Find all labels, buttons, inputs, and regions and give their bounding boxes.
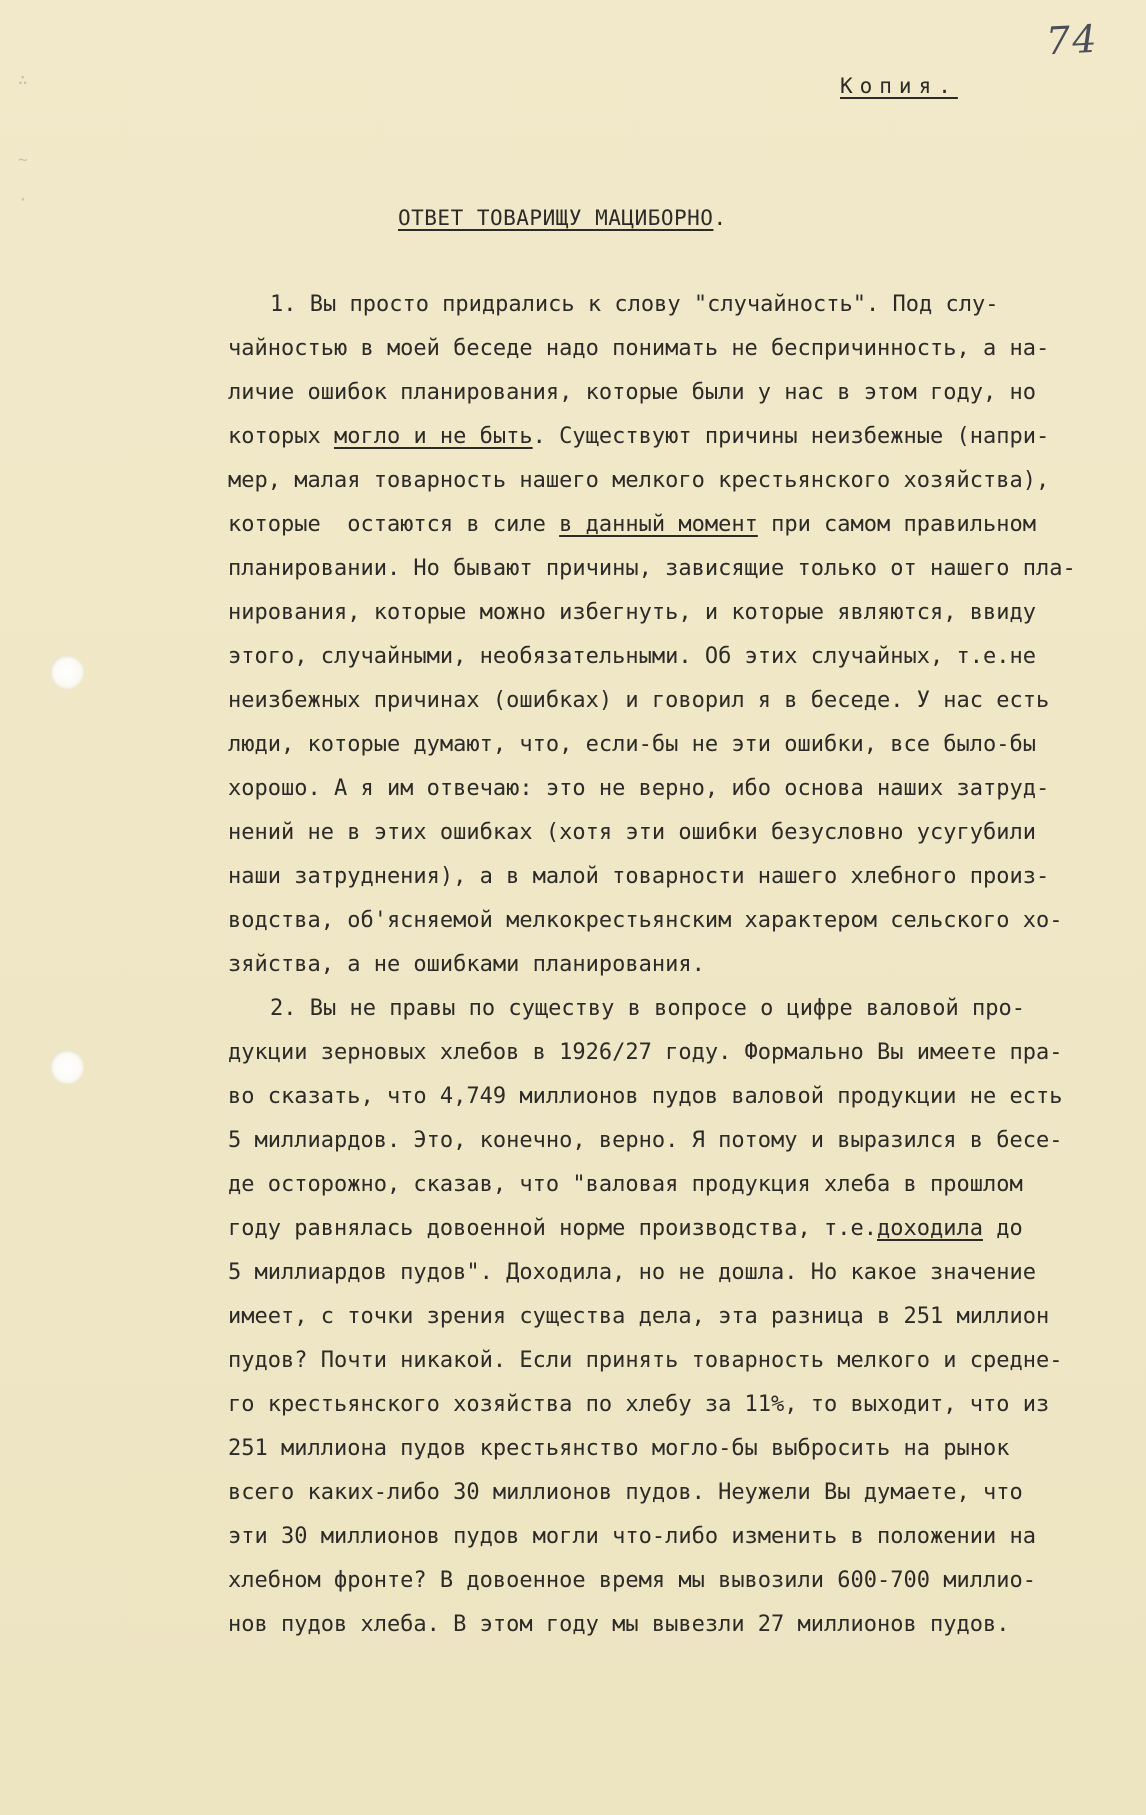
text-line	[228, 415, 1088, 459]
line-text: этого, случайными, необязательными. Об этих случайных, т.е.не	[228, 644, 1036, 669]
line-text: нов пудов хлеба. В этом году мы вывезли 27 миллионов пудов.	[228, 1612, 1010, 1637]
line-text: дукции зерновых хлебов в 1926/27 году. Формально Вы имеете пра-	[228, 1040, 1063, 1065]
line-text: которые остаются в силе	[228, 512, 560, 537]
text-line	[228, 987, 1088, 1031]
line-text: зяйства, а не ошибками планирования.	[228, 952, 705, 977]
text-line	[228, 1603, 1088, 1647]
line-text: эти 30 миллионов пудов могли что-либо изменить в положении на	[228, 1524, 1036, 1549]
line-text: чайностью в моей беседе надо понимать не беспричинность, а на-	[228, 336, 1050, 361]
text-line	[228, 1163, 1088, 1207]
text-line	[228, 1559, 1088, 1603]
line-text: нирования, которые можно избегнуть, и которые являются, ввиду	[228, 600, 1036, 625]
line-text: хлебном фронте? В довоенное время мы вывозили 600-700 миллио-	[228, 1568, 1036, 1593]
line-text: имеет, с точки зрения существа дела, эта разница в 251 миллион	[228, 1304, 1050, 1329]
text-line	[228, 1471, 1088, 1515]
line-text: всего каких-либо 30 миллионов пудов. Неужели Вы думаете, что	[228, 1480, 1023, 1505]
text-line	[228, 723, 1088, 767]
underlined-text: доходила	[877, 1216, 983, 1241]
line-text: пудов? Почти никакой. Если принять товарность мелкого и средне-	[228, 1348, 1063, 1373]
margin-mark: ·	[18, 190, 28, 209]
document-title-period: .	[713, 206, 727, 230]
margin-mark: ~	[18, 150, 28, 169]
line-text: 5 миллиардов пудов". Доходила, но не дошла. Но какое значение	[228, 1260, 1036, 1285]
text-line	[228, 1031, 1088, 1075]
document-title	[398, 206, 727, 230]
line-text: нений не в этих ошибках (хотя эти ошибки безусловно усугубили	[228, 820, 1036, 845]
line-text: мер, малая товарность нашего мелкого крестьянского хозяйства),	[228, 468, 1050, 493]
document-body	[228, 283, 1088, 1647]
underlined-text: могло и не быть	[333, 424, 533, 449]
text-line	[228, 371, 1088, 415]
line-text: хорошо. А я им отвечаю: это не верно, ибо основа наших затруд-	[228, 776, 1050, 801]
text-line	[228, 547, 1088, 591]
text-line	[228, 767, 1088, 811]
text-line	[228, 283, 1088, 327]
text-line	[228, 1207, 1088, 1251]
text-line	[228, 459, 1088, 503]
document-title-text: ОТВЕТ ТОВАРИЩУ МАЦИБОРНО	[398, 206, 714, 230]
text-line	[228, 503, 1088, 547]
line-text: наши затруднения), а в малой товарности нашего хлебного произ-	[228, 864, 1050, 889]
text-line	[228, 1251, 1088, 1295]
line-text: неизбежных причинах (ошибках) и говорил я в беседе. У нас есть	[228, 688, 1050, 713]
text-line	[228, 1427, 1088, 1471]
line-text: 5 миллиардов. Это, конечно, верно. Я потому и выразился в бесе-	[228, 1128, 1063, 1153]
margin-mark: ∴	[18, 70, 28, 89]
line-text: водства, об'ясняемой мелкокрестьянским характером сельского хо-	[228, 908, 1063, 933]
text-line	[228, 899, 1088, 943]
line-text: 251 миллиона пудов крестьянство могло-бы выбросить на рынок	[228, 1436, 1010, 1461]
text-line	[228, 1075, 1088, 1119]
copy-mark: Копия.	[840, 74, 958, 98]
text-line	[228, 811, 1088, 855]
text-line	[228, 327, 1088, 371]
line-text: году равнялась довоенной норме производства, т.е.	[228, 1216, 878, 1241]
text-line	[228, 1295, 1088, 1339]
line-text: го крестьянского хозяйства по хлебу за 11%, то выходит, что из	[228, 1392, 1050, 1417]
punch-hole	[50, 1050, 84, 1084]
underlined-text: в данный момент	[559, 512, 758, 537]
text-line	[228, 1119, 1088, 1163]
line-text: де осторожно, сказав, что "валовая продукция хлеба в прошлом	[228, 1172, 1023, 1197]
line-text: до	[982, 1216, 1023, 1241]
line-text: во сказать, что 4,749 миллионов пудов валовой продукции не есть	[228, 1084, 1063, 1109]
text-line	[228, 855, 1088, 899]
line-text: планировании. Но бывают причины, зависящие только от нашего пла-	[228, 556, 1076, 581]
text-line	[228, 1383, 1088, 1427]
text-line	[228, 679, 1088, 723]
handwritten-page-number: 74	[1044, 16, 1100, 64]
line-text: при самом правильном	[757, 512, 1036, 537]
line-text: 1. Вы просто придрались к слову "случайность". Под слу-	[270, 292, 999, 317]
line-text: которых	[228, 424, 334, 449]
line-text: люди, которые думают, что, если-бы не эти ошибки, все было-бы	[228, 732, 1036, 757]
line-text: личие ошибок планирования, которые были у нас в этом году, но	[228, 380, 1036, 405]
text-line	[228, 943, 1088, 987]
text-line	[228, 1515, 1088, 1559]
line-text: 2. Вы не правы по существу в вопросе о цифре валовой про-	[270, 996, 1025, 1021]
text-line	[228, 635, 1088, 679]
line-text: . Существуют причины неизбежные (напри-	[532, 424, 1050, 449]
text-line	[228, 1339, 1088, 1383]
text-line	[228, 591, 1088, 635]
punch-hole	[50, 655, 84, 689]
